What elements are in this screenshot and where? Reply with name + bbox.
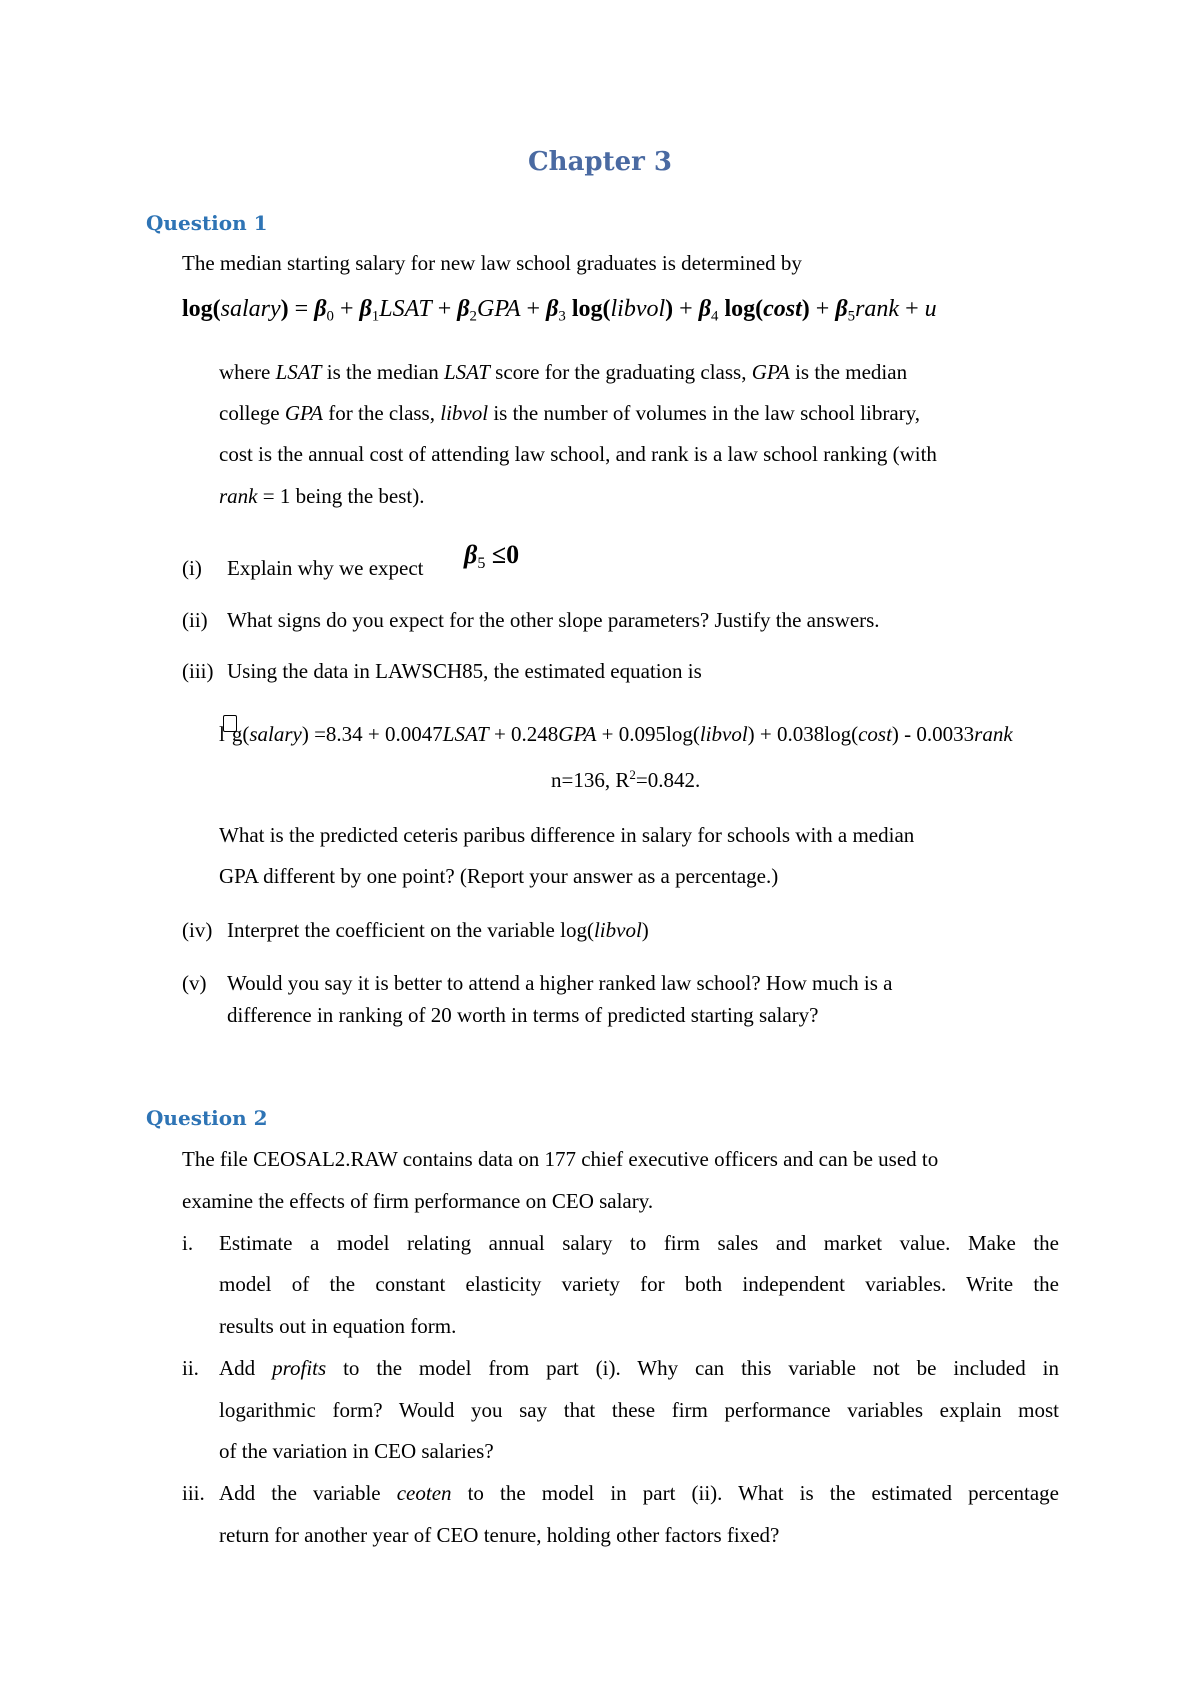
- question-2-heading: Question 2: [146, 1106, 268, 1130]
- q2-item-ii-line-3: of the variation in CEO salaries?: [219, 1439, 494, 1463]
- chapter-title: Chapter 3: [527, 147, 672, 177]
- q1-part-ii-text: What signs do you expect for the other slope parameters? Justify the answers.: [227, 608, 880, 632]
- q1-part-i-text: Explain why we expect: [227, 556, 424, 580]
- q1-where-line-2: college GPA for the class, libvol is the number of volumes in the law school library,: [219, 401, 921, 425]
- q1-part-iii-question-line-1: What is the predicted ceteris paribus difference in salary for schools with a median: [219, 823, 915, 847]
- q2-item-i-label: i.: [182, 1231, 194, 1255]
- q2-item-i-line-3: results out in equation form.: [219, 1314, 457, 1338]
- q1-part-iv-text: Interpret the coefficient on the variable log(libvol): [227, 918, 649, 942]
- q1-part-i-label: (i): [182, 556, 202, 580]
- q1-where-line-1: where LSAT is the median LSAT score for the graduating class, GPA is the median: [219, 360, 908, 384]
- q1-part-v-line-1: Would you say it is better to attend a higher ranked law school? How much is a: [227, 971, 893, 995]
- q1-part-iii-label: (iii): [182, 659, 214, 683]
- q1-part-i-inequality: $\beta_5 \le 0$: [464, 540, 520, 572]
- q1-part-v-line-2: difference in ranking of 20 worth in terms of predicted starting salary?: [227, 1003, 819, 1027]
- q2-item-ii-label: ii.: [182, 1356, 199, 1380]
- q1-part-ii-label: (ii): [182, 608, 208, 632]
- q2-item-i-line-2: model of the constant elasticity variety for both independent variables. Write the: [219, 1272, 1059, 1296]
- q1-estimated-equation: l g(salary) =8.34 + 0.0047LSAT + 0.248GPA + 0.095log(libvol) + 0.038log(cost) - 0.0033rank: [219, 722, 1013, 746]
- q2-intro-line-1: The file CEOSAL2.RAW contains data on 177 chief executive officers and can be used to: [182, 1147, 939, 1171]
- q2-item-ii-line-1: Add profits to the model from part (i). Why can this variable not be included in: [219, 1356, 1059, 1380]
- q2-intro-line-2: examine the effects of firm performance on CEO salary.: [182, 1189, 654, 1213]
- q2-item-ii-line-2: logarithmic form? Would you say that these firm performance variables explain most: [219, 1398, 1059, 1422]
- q1-part-iii-text: Using the data in LAWSCH85, the estimated equation is: [227, 659, 702, 683]
- q2-item-iii-line-2: return for another year of CEO tenure, holding other factors fixed?: [219, 1523, 780, 1547]
- q1-intro: The median starting salary for new law school graduates is determined by: [182, 251, 802, 275]
- q1-where-line-4: rank = 1 being the best).: [219, 484, 425, 508]
- q1-part-iv-label: (iv): [182, 918, 213, 942]
- q2-item-i-line-1: Estimate a model relating annual salary to firm sales and market value. Make the: [219, 1231, 1059, 1255]
- q1-where-line-3: cost is the annual cost of attending law school, and rank is a law school ranking (with: [219, 442, 937, 466]
- q2-item-iii-line-1: Add the variable ceoten to the model in part (ii). What is the estimated percentage: [219, 1481, 1060, 1505]
- q2-item-iii-label: iii.: [182, 1481, 205, 1505]
- q1-part-v-label: (v): [182, 971, 207, 995]
- q1-fit-stats: n=136, $R^2=0.842$.: [551, 767, 701, 792]
- question-1-heading: Question 1: [146, 211, 268, 235]
- q1-model-equation: log(salary) = $\beta_0$ + $\beta_1LSAT + \beta_2GPA + \beta_3$ log(libvol) + $\beta_4$ $\log(\cos t) + \beta_5rank + u$: [182, 296, 937, 325]
- q1-part-iii-question-line-2: GPA different by one point? (Report your answer as a percentage.): [219, 864, 779, 888]
